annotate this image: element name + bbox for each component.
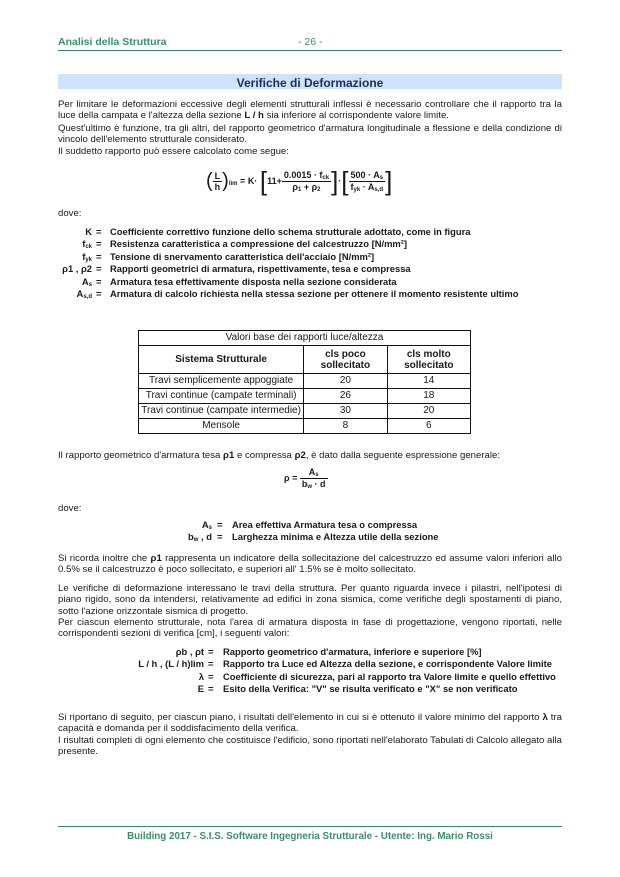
def-text: Rapporto geometrico d'armatura, inferiore e superiore [%] xyxy=(223,646,482,657)
page-number: - 26 - xyxy=(298,36,323,48)
intro-text-1: Per limitare le deformazioni eccessive degli elementi strutturali inflessi è necessario controllare che il rapporto tra la luce della campata e l'altezza della sezione xyxy=(58,99,562,122)
def-symbol: L / h , (L / h)lim xyxy=(138,658,204,670)
def-text: Coefficiente di sicurezza, pari al rapporto tra Valore limite e quello effettivo xyxy=(223,670,556,682)
lambda-symbol: λ xyxy=(542,712,548,723)
page-footer: Building 2017 - S.I.S. Software Ingegneria Strutturale - Utente: Ing. Mario Rossi xyxy=(127,831,493,842)
table-cell: Travi semplicemente appoggiate xyxy=(139,374,304,389)
intro-lh-symbol: L / h xyxy=(244,110,264,122)
def-text: Area effettiva Armatura tesa o compressa xyxy=(232,519,418,530)
table-cell: 20 xyxy=(387,404,470,419)
def-symbol: ρb , ρt xyxy=(175,646,204,657)
rho1-symbol: ρ1 xyxy=(150,553,162,564)
ricorda-paragraph: Si ricorda inoltre che ρ1 rappresenta un indicatore della sollecitazione del calcestruzzo ed assume valori inferiori allo 0.5% se il calcestruzzo è poco sollecitato, e superiori all' 1.5% se è molto sollecitato. xyxy=(58,553,562,576)
section-title: Analisi della Struttura xyxy=(58,36,167,48)
table-caption: Valori base dei rapporti luce/altezza xyxy=(139,331,471,346)
table-header-row xyxy=(139,346,471,374)
definition-row: K = Coefficiente correttivo funzione dello schema strutturale adottato, come in figura xyxy=(85,226,471,237)
intro-paragraph-3: Il suddetto rapporto può essere calcolato come segue: xyxy=(58,146,289,157)
def-symbol: ρ1 , ρ2 xyxy=(62,263,92,275)
table-cell: 20 xyxy=(304,374,387,389)
def-text: Coefficiente correttivo funzione dello schema strutturale adottato, come in figura xyxy=(110,226,471,237)
completi-paragraph: I risultati completi di ogni elemento che costituisce l'edificio, sono riportati nell'elaborato Tabulati di Calcolo allegato alla presente. xyxy=(58,735,562,758)
def-symbol: K xyxy=(85,226,92,237)
footer-divider xyxy=(58,826,562,827)
section-heading-bar xyxy=(58,74,562,89)
table-cell: 26 xyxy=(304,389,387,404)
riportano-paragraph: Si riportano di seguito, per ciascun piano, i risultati dell'elemento in cui si è ottenuto il valore minimo del rapporto λ tra capacità e domanda per il soddisfacimento della verifica. xyxy=(58,712,562,735)
dove-label: dove: xyxy=(58,208,82,219)
def-symbol: λ xyxy=(198,670,204,682)
col-header: Sistema Strutturale xyxy=(139,346,304,374)
def-text: Tensione di snervamento caratteristica dell'acciaio [N/mm²] xyxy=(110,250,375,262)
definition-row: ρb , ρt = Rapporto geometrico d'armatura, inferiore e superiore [%] xyxy=(175,646,482,657)
def-text: Esito della Verifica: "V" se risulta verificato e "X" se non verificato xyxy=(223,683,518,695)
definitions-list-3 xyxy=(58,646,562,696)
formula-lh-limit: ( $\frac{L}{h}$ )$_{lim} = K\cdot [11+$ $\frac{0.0015 \cdot f_{ck}}{\rho_1 + \rho_2}$ ]·[ $\frac{500 \cdot A_s}{f_{yk} \cdot A_{s,d}}$ ] xyxy=(206,166,393,196)
table-cell: 6 xyxy=(387,419,470,434)
definition-row: $A_s$ = Area effettiva Armatura tesa o compressa xyxy=(58,519,562,531)
definitions-list xyxy=(58,226,562,300)
ciascun-paragraph: Per ciascun elemento strutturale, nota l'area di armatura disposta in fase di progettazione, vengono riportati, nelle corrispondenti sezioni di verifica [cm], i seguenti valori: xyxy=(58,617,562,640)
table-cell: 8 xyxy=(304,419,387,434)
def-symbol: $A_s$ xyxy=(201,519,212,531)
table-row xyxy=(139,419,471,434)
table-cell: 30 xyxy=(304,404,387,419)
def-symbol: $A_s$ xyxy=(81,275,92,288)
def-text: Rapporti geometrici di armatura, rispettivamente, tesa e compressa xyxy=(110,263,411,275)
definition-row: $b_w$ , d = Larghezza minima e Altezza utile della sezione xyxy=(58,531,562,543)
definition-row: $A_{s,d}$ = Armatura di calcolo richiesta nella stessa sezione per ottenere il momento resistente ultimo xyxy=(58,288,562,300)
table-row xyxy=(139,389,471,404)
def-symbol: $f_{ck}$ xyxy=(82,238,92,251)
def-text: Armatura di calcolo richiesta nella stessa sezione per ottenere il momento resistente ultimo xyxy=(110,287,519,299)
formula-rho: ρ = $\frac{A_s}{b_w \cdot d}$ xyxy=(284,467,326,490)
verifiche-paragraph: Le verifiche di deformazione interessano le travi della struttura. Per quanto riguarda invece i pilastri, nell'ipotesi di piano rigido, sono da intendersi, relativamente ad edifici in zona sismica, come verifiche degli spostamenti di piano, sotto l'azione orizzontale sismica di progetto. xyxy=(58,583,562,617)
def-symbol: $b_w$ , d xyxy=(188,531,212,544)
def-symbol: $A_{s,d}$ xyxy=(76,287,92,300)
definition-row: L / h , (L / h)lim = Rapporto tra Luce ed Altezza della sezione, e corrispondente Valore limite xyxy=(138,658,552,670)
table-row xyxy=(139,404,471,419)
intro-text-2: sia inferiore al corrispondente valore limite. xyxy=(266,110,449,122)
def-text: Larghezza minima e Altezza utile della sezione xyxy=(232,531,439,543)
dove-label-2: dove: xyxy=(58,503,82,514)
table-row xyxy=(139,374,471,389)
section-heading: Verifiche di Deformazione xyxy=(236,76,384,90)
table-cell: 18 xyxy=(387,389,470,404)
definition-row: $A_s$ = Armatura tesa effettivamente disposta nella sezione considerata xyxy=(58,276,562,288)
page-header xyxy=(58,36,562,51)
definition-row: ρ1 , ρ2 = Rapporti geometrici di armatura, rispettivamente, tesa e compressa xyxy=(62,263,411,275)
table-cell: Mensole xyxy=(139,419,304,434)
def-symbol: E xyxy=(197,683,204,695)
col-header: cls molto sollecitato xyxy=(387,346,470,374)
definition-row: $f_{yk}$ = Tensione di snervamento caratteristica dell'acciaio [N/mm²] xyxy=(58,251,562,263)
def-text: Resistenza caratteristica a compressione del calcestruzzo [N/mm²] xyxy=(110,238,407,250)
definitions-list-2 xyxy=(58,519,562,544)
base-values-table xyxy=(138,330,471,434)
rho-paragraph: Il rapporto geometrico d'armatura tesa ρ1 e compressa ρ2, è dato dalla seguente espressione generale: xyxy=(58,450,500,461)
table-cell: Travi continue (campate intermedie) xyxy=(139,404,304,419)
col-header: cls poco sollecitato xyxy=(304,346,387,374)
table-cell: 14 xyxy=(387,374,470,389)
definition-row: λ = Coefficiente di sicurezza, pari al rapporto tra Valore limite e quello effettivo xyxy=(198,670,556,682)
intro-paragraph xyxy=(58,99,562,122)
rho2-symbol: ρ2 xyxy=(294,450,306,461)
def-symbol: $f_{yk}$ xyxy=(82,250,92,263)
def-text: Rapporto tra Luce ed Altezza della sezione, e corrispondente Valore limite xyxy=(223,658,552,670)
definition-row: $f_{ck}$ = Resistenza caratteristica a compressione del calcestruzzo [N/mm²] xyxy=(58,238,562,250)
def-text: Armatura tesa effettivamente disposta nella sezione considerata xyxy=(110,275,397,287)
definition-row: E = Esito della Verifica: "V" se risulta verificato e "X" se non verificato xyxy=(197,683,518,695)
table-cell: Travi continue (campate terminali) xyxy=(139,389,304,404)
intro-paragraph-2: Quest'ultimo è funzione, tra gli altri, del rapporto geometrico d'armatura longitudinale a flessione e della condizione di vincolo dell'elemento strutturale considerato. xyxy=(58,123,562,146)
rho1-symbol: ρ1 xyxy=(223,450,235,461)
